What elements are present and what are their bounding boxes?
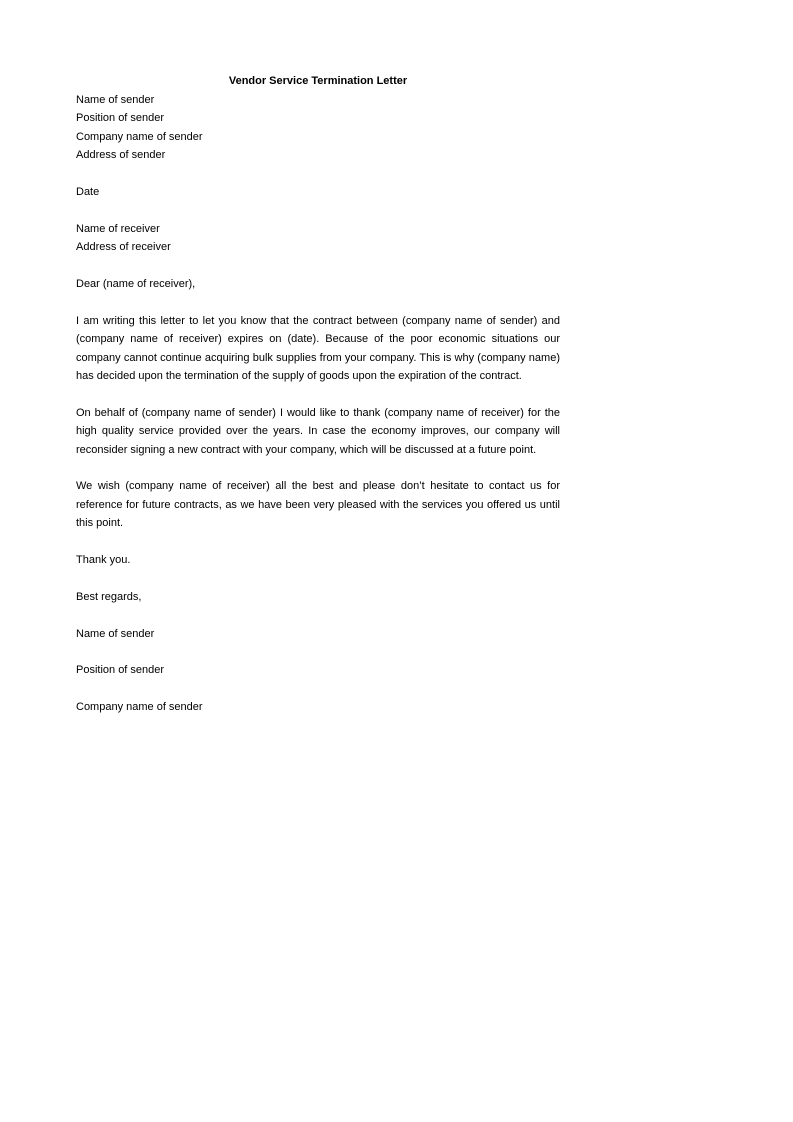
body-paragraph-1: I am writing this letter to let you know that the contract between (company name of sender) and (company name of receiver) expires on (date). Because of the poor economic situations our company cannot continue acquiring bulk supplies from your company. This is why (company name) has decided upon the termination of the supply of goods upon the expiration of the contract. [76,314,560,383]
sender-company: Company name of sender [76,130,203,143]
spacer [76,165,560,183]
spacer [76,569,560,587]
spacer [76,643,560,661]
thanks-line: Thank you. [76,554,131,567]
spacer [76,385,560,403]
spacer [76,680,560,698]
signature-position: Position of sender [76,664,165,677]
body-paragraph-2: On behalf of (company name of sender) I would like to thank (company name of receiver) for the high quality service provided over the years. In case the economy improves, our company will reconsider signing a new contract with your company, which will be discussed at a future point. [76,406,560,456]
letter-title: Vendor Service Termination Letter [228,75,408,87]
spacer [76,293,560,311]
signature-company: Company name of sender [76,701,203,714]
body-paragraph-3: We wish (company name of receiver) all the best and please don’t hesitate to contact us for reference for future contracts, as we have been very pleased with the services you offered us until this point. [76,480,560,530]
salutation: Dear (name of receiver), [76,278,196,291]
spacer [76,459,560,477]
receiver-block [76,220,560,257]
letter-date: Date [76,186,100,199]
sender-address: Address of sender [76,149,166,162]
closing-line: Best regards, [76,590,142,603]
receiver-name: Name of receiver [76,222,160,235]
letter-body [76,91,560,717]
receiver-address: Address of receiver [76,241,171,254]
signature-block [76,625,560,717]
spacer [76,257,560,275]
spacer [76,533,560,551]
sender-position: Position of sender [76,112,165,125]
sender-name: Name of sender [76,94,155,106]
spacer [76,606,560,624]
signature-name: Name of sender [76,627,155,640]
sender-block [76,91,560,165]
spacer [76,201,560,219]
